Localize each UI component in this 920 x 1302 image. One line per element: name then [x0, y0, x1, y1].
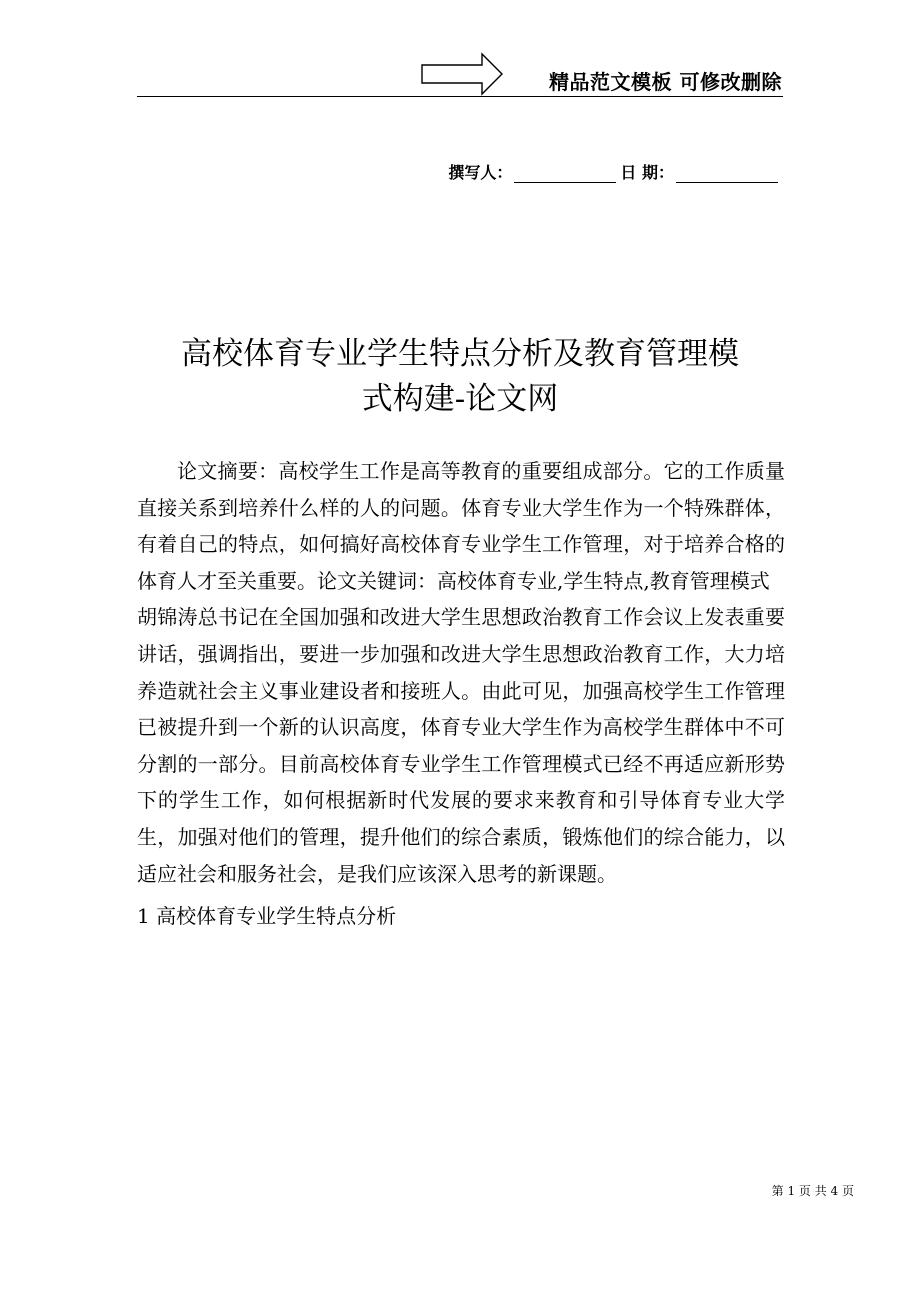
date-label: 日 期：	[620, 163, 674, 182]
title-line-1: 高校体育专业学生特点分析及教育管理模	[181, 336, 739, 372]
arrow-icon	[420, 52, 504, 96]
body-paragraph: 胡锦涛总书记在全国加强和改进大学生思想政治教育工作会议上发表重要讲话，强调指出，要进一步加强和改进大学生思想政治教育工作，大力培养造就社会主义事业建设者和接班人。由此可见，加强高校学生工作管理已被提升到一个新的认识高度，体育专业大学生作为高校学生群体中不可分割的一部分。目前高校体育专业学生工作管理模式已经不再适应新形势下的学生工作，如何根据新时代发展的要求来教育和引导体育专业大学生，加强对他们的管理，提升他们的综合素质，锻炼他们的综合能力，以适应社会和服务社会，是我们应该深入思考的新课题。	[137, 605, 785, 886]
article-body	[137, 453, 785, 935]
author-date-line	[448, 160, 782, 183]
header-banner: 精品范文模板 可修改删除	[549, 70, 782, 94]
title-line-2: 式构建-论文网	[361, 381, 559, 417]
page-number: 第 1 页 共 4 页	[771, 1184, 854, 1198]
header-rule	[137, 96, 783, 97]
author-blank	[514, 163, 616, 183]
page-title	[137, 332, 783, 422]
date-blank	[676, 163, 778, 183]
section-heading: 1 高校体育专业学生特点分析	[137, 904, 397, 929]
abstract-paragraph: 论文摘要：高校学生工作是高等教育的重要组成部分。它的工作质量直接关系到培养什么样的人的问题。体育专业大学生作为一个特殊群体，有着自己的特点，如何搞好高校体育专业学生工作管理，对于培养合格的体育人才至关重要。论文关键词：高校体育专业,学生特点,教育管理模式	[137, 459, 785, 593]
author-label: 撰写人：	[448, 163, 513, 182]
